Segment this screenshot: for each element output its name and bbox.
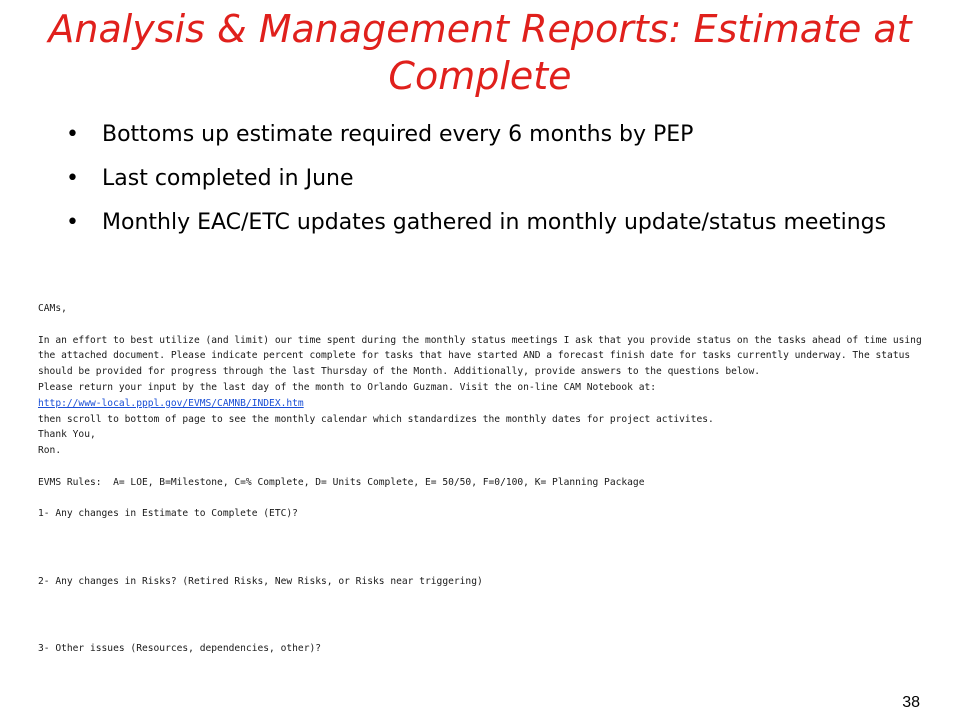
question-2: 2- Any changes in Risks? (Retired Risks, New Risks, or Risks near triggering) [38, 575, 483, 587]
email-paragraph-line: the attached document. Please indicate percent complete for tasks that have started AND a forecast finish date for tasks currently underway. The status [38, 350, 911, 362]
email-thanks: Thank You, [38, 429, 96, 441]
bullet-list [62, 120, 922, 252]
cam-notebook-link[interactable]: http://www-local.pppl.gov/EVMS/CAMNB/INDEX.htm [38, 397, 304, 409]
page-number: 38 [902, 694, 920, 711]
question-3: 3- Other issues (Resources, dependencies, other)? [38, 643, 322, 655]
bullet-icon: • [66, 166, 79, 191]
bullet-text: Bottoms up estimate required every 6 months by PEP [102, 122, 694, 147]
email-signature: Ron. [38, 445, 62, 457]
bullet-icon: • [66, 210, 79, 235]
email-paragraph-line: then scroll to bottom of page to see the monthly calendar which standardizes the monthly dates for project activites. [38, 413, 714, 425]
bullet-icon: • [66, 122, 79, 147]
bullet-item [62, 208, 922, 238]
email-greeting: CAMs, [38, 303, 67, 314]
email-paragraph-line: Please return your input by the last day of the month to Orlando Guzman. Visit the on-line CAM Notebook at: [38, 381, 657, 393]
email-screenshot [38, 301, 922, 657]
question-1: 1- Any changes in Estimate to Complete (ETC)? [38, 508, 298, 520]
bullet-item [62, 164, 922, 194]
evms-rules: EVMS Rules: A= LOE, B=Milestone, C=% Complete, D= Units Complete, E= 50/50, F=0/100, K= Planning Package [38, 476, 645, 488]
email-paragraph-line: should be provided for progress through the last Thursday of the Month. Additionally, provide answers to the questions below. [38, 366, 760, 378]
bullet-item [62, 120, 922, 150]
slide-title: Analysis & Management Reports: Estimate at Complete [48, 7, 912, 98]
bullet-text: Last completed in June [102, 166, 354, 191]
email-paragraph-line: In an effort to best utilize (and limit) our time spent during the monthly status meetings I ask that you provide status on the tasks ahead of time using [38, 334, 922, 346]
bullet-text: Monthly EAC/ETC updates gathered in monthly update/status meetings [102, 210, 887, 235]
